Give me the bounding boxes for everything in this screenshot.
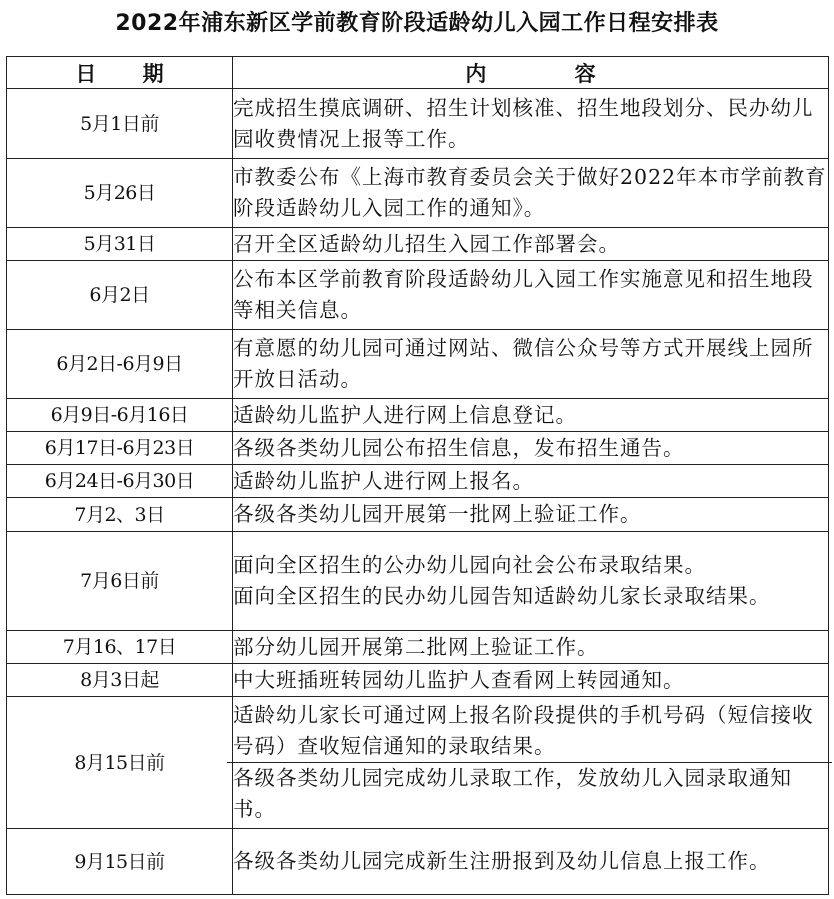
row-date: 5月31日: [7, 228, 233, 261]
content-text: 完成招生摸底调研、招生计划核准、招生地段划分、民办幼儿园收费情况上报等工作。: [233, 95, 814, 151]
row-date: 6月17日-6月23日: [7, 432, 233, 465]
content-text: 适龄幼儿家长可通过网上报名阶段提供的手机号码（短信接收号码）查收短信通知的录取结果。: [233, 703, 814, 758]
content-text: 适龄幼儿监护人进行网上报名。: [233, 468, 534, 493]
header-date: [7, 57, 233, 89]
content-text: 各级各类幼儿园公布招生信息，发布招生通告。: [233, 435, 685, 460]
row-date: 8月3日起: [7, 664, 233, 697]
row-date: 7月2、3日: [7, 498, 233, 532]
header-date-char-2: 期: [142, 60, 164, 86]
table-header-row: [7, 57, 829, 89]
header-content-char-2: 容: [574, 60, 596, 86]
row-content: [233, 399, 829, 432]
row-date: 6月24日-6月30日: [7, 465, 233, 498]
row-date: 6月2日-6月9日: [7, 330, 233, 399]
content-text: 面向全区招生的民办幼儿园告知适龄幼儿家长录取结果。: [233, 584, 771, 608]
row-content: [233, 432, 829, 465]
row-date: 7月6日前: [7, 532, 233, 631]
table-row: [7, 498, 829, 532]
header-content-char-1: 内: [465, 60, 487, 86]
row-content: [233, 532, 829, 631]
content-text: 部分幼儿园开展第二批网上验证工作。: [233, 634, 599, 659]
table-row: [7, 697, 829, 829]
content-text: 市教委公布《上海市教育委员会关于做好2022年本市学前教育阶段适龄幼儿入园工作的通知》。: [233, 165, 827, 220]
table-row: [7, 228, 829, 261]
row-content: [233, 465, 829, 498]
content-text: 公布本区学前教育阶段适龄幼儿入园工作实施意见和招生地段等相关信息。: [233, 267, 814, 322]
schedule-table: [6, 56, 829, 895]
row-content: [233, 631, 829, 664]
table-row: [7, 829, 829, 895]
row-date: 8月15日前: [7, 697, 233, 829]
row-content: [233, 330, 829, 399]
header-date-char-1: 日: [75, 60, 97, 86]
row-date: 6月2日: [7, 261, 233, 330]
row-content: [233, 89, 829, 159]
table-row: [7, 261, 829, 330]
content-text: 中大班插班转园幼儿监护人查看网上转园通知。: [233, 667, 685, 692]
content-text: 适龄幼儿监护人进行网上信息登记。: [233, 402, 577, 427]
table-row: [7, 159, 829, 228]
row-date: 7月16、17日: [7, 631, 233, 664]
row-date: 5月1日前: [7, 89, 233, 159]
table-row: [7, 664, 829, 697]
content-text: 各级各类幼儿园完成新生注册报到及幼儿信息上报工作。: [233, 849, 771, 873]
page-title: 2022年浦东新区学前教育阶段适龄幼儿入园工作日程安排表: [115, 11, 719, 36]
row-content: [233, 697, 829, 829]
content-text: 各级各类幼儿园完成幼儿录取工作，发放幼儿入园录取通知书。: [227, 762, 832, 825]
row-date: 6月9日-6月16日: [7, 399, 233, 432]
row-content: [233, 159, 829, 228]
table-row: [7, 631, 829, 664]
table-row: [7, 465, 829, 498]
row-content: [233, 829, 829, 895]
table-row: [7, 532, 829, 631]
row-content: [233, 498, 829, 532]
table-row: [7, 399, 829, 432]
content-text: 有意愿的幼儿园可通过网站、微信公众号等方式开展线上园所开放日活动。: [233, 336, 814, 391]
row-date: 9月15日前: [7, 829, 233, 895]
row-content: [233, 228, 829, 261]
row-content: [233, 664, 829, 697]
content-text: 召开全区适龄幼儿招生入园工作部署会。: [233, 231, 620, 256]
content-text: 面向全区招生的公办幼儿园向社会公布录取结果。: [233, 553, 706, 577]
header-content: [233, 57, 829, 89]
row-date: 5月26日: [7, 159, 233, 228]
table-row: [7, 432, 829, 465]
table-row: [7, 89, 829, 159]
content-text: 各级各类幼儿园开展第一批网上验证工作。: [233, 502, 642, 526]
table-row: [7, 330, 829, 399]
row-content: [233, 261, 829, 330]
